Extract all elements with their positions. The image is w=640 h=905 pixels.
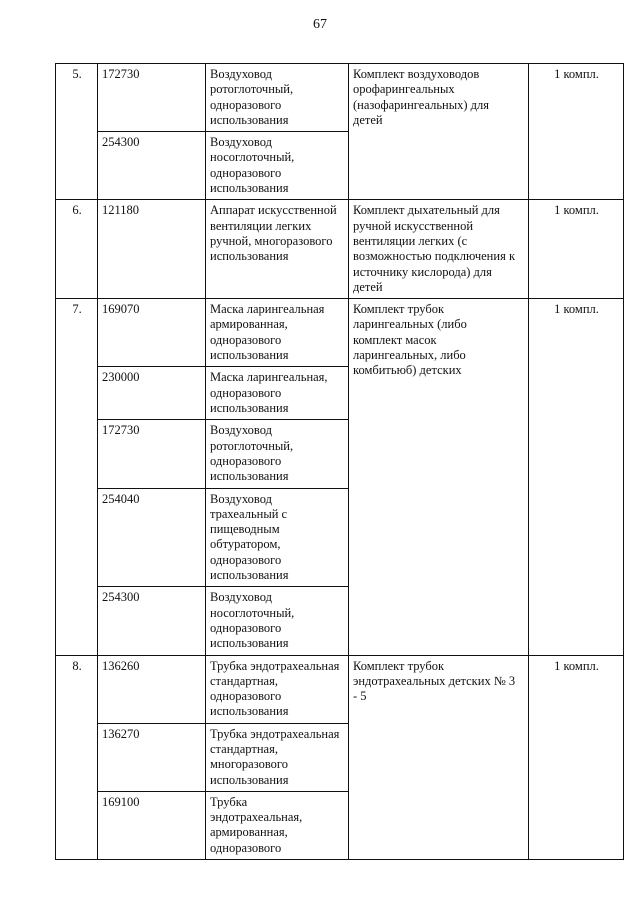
device-name: Маска ларингеальная армированная, одноразового использования	[206, 299, 349, 367]
row-number: 5.	[56, 64, 98, 200]
table-row	[56, 64, 624, 132]
device-code: 169070	[98, 299, 206, 367]
device-name: Воздуховод ротоглоточный, одноразового использования	[206, 64, 349, 132]
device-code: 172730	[98, 64, 206, 132]
device-name: Воздуховод носоглоточный, одноразового использования	[206, 132, 349, 200]
device-code: 230000	[98, 367, 206, 420]
equipment-table-body	[56, 64, 624, 860]
device-name: Трубка эндотрахеальная, армированная, одноразового	[206, 791, 349, 859]
kit-description: Комплект воздуховодов орофарингеальных (назофарингеальных) для детей	[349, 64, 529, 200]
device-code: 254300	[98, 132, 206, 200]
device-code: 136260	[98, 655, 206, 723]
device-name: Воздуховод носоглоточный, одноразового использования	[206, 587, 349, 655]
kit-quantity: 1 компл.	[529, 655, 624, 860]
device-code: 254040	[98, 488, 206, 587]
equipment-table	[55, 63, 624, 860]
kit-quantity: 1 компл.	[529, 200, 624, 299]
row-number: 7.	[56, 299, 98, 655]
row-number: 8.	[56, 655, 98, 860]
device-code: 121180	[98, 200, 206, 299]
table-row	[56, 200, 624, 299]
page-number: 67	[313, 17, 327, 32]
device-name: Воздуховод трахеальный с пищеводным обтуратором, одноразового использования	[206, 488, 349, 587]
table-row	[56, 299, 624, 367]
table-row	[56, 655, 624, 723]
kit-description: Комплект трубок ларингеальных (либо комплект масок ларингеальных, либо комбитьюб) детских	[349, 299, 529, 655]
device-name: Воздуховод ротоглоточный, одноразового использования	[206, 420, 349, 488]
kit-description: Комплект трубок эндотрахеальных детских № 3 - 5	[349, 655, 529, 860]
kit-quantity: 1 компл.	[529, 64, 624, 200]
device-code: 254300	[98, 587, 206, 655]
device-name: Трубка эндотрахеальная стандартная, многоразового использования	[206, 723, 349, 791]
device-code: 136270	[98, 723, 206, 791]
row-number: 6.	[56, 200, 98, 299]
device-code: 172730	[98, 420, 206, 488]
device-name: Маска ларингеальная, одноразового использования	[206, 367, 349, 420]
device-name: Аппарат искусственной вентиляции легких ручной, многоразового использования	[206, 200, 349, 299]
device-name: Трубка эндотрахеальная стандартная, одноразового использования	[206, 655, 349, 723]
kit-quantity: 1 компл.	[529, 299, 624, 655]
device-code: 169100	[98, 791, 206, 859]
kit-description: Комплект дыхательный для ручной искусственной вентиляции легких (с возможностью подключения к источнику кислорода) для детей	[349, 200, 529, 299]
